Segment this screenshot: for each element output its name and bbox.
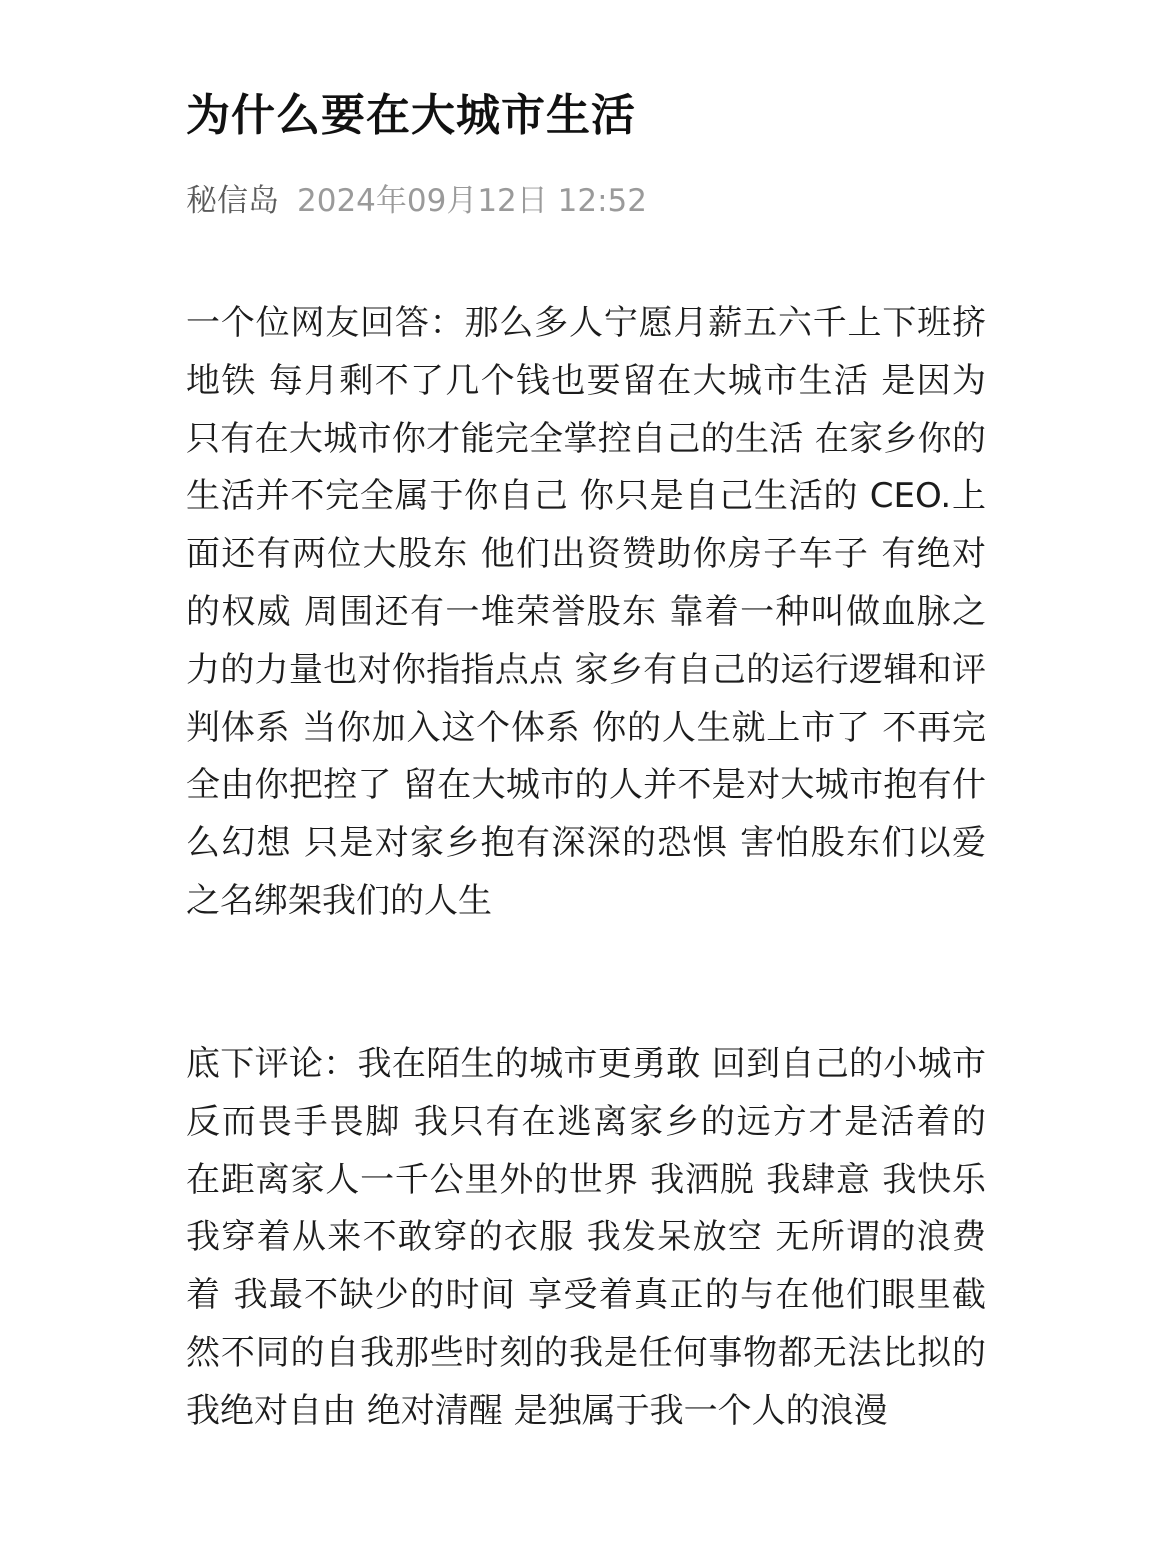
article-meta — [186, 178, 647, 224]
author-name[interactable]: 秘信岛 — [186, 183, 279, 219]
comment-paragraph: 底下评论：我在陌生的城市更勇敢 回到自己的小城市反而畏手畏脚 我只有在逃离家乡的远方才是活着的 在距离家人一千公里外的世界 我洒脱 我肆意 我快乐 我穿着从来不敢穿的衣服 我发呆放空 无所谓的浪费着 我最不缺少的时间 享受着真正的与在他们眼里截然不同的自我那些时刻的我是任何事物都无法比拟的我绝对自由 绝对清醒 是独属于我一个人的浪漫 — [186, 1044, 986, 1431]
article-title: 为什么要在大城市生活 — [186, 90, 636, 141]
answer-paragraph: 一个位网友回答：那么多人宁愿月薪五六千上下班挤地铁 每月剩不了几个钱也要留在大城市生活 是因为只有在大城市你才能完全掌控自己的生活 在家乡你的生活并不完全属于你自己 你只是自己生活的 CEO.上面还有两位大股东 他们出资赞助你房子车子 有绝对的权威 周围还有一堆荣誉股东 靠着一种叫做血脉之力的力量也对你指指点点 家乡有自己的运行逻辑和评判体系 当你加入这个体系 你的人生就上市了 不再完全由你把控了 留在大城市的人并不是对大城市抱有什么幻想 只是对家乡抱有深深的恐惧 害怕股东们以爱之名绑架我们的人生 — [186, 303, 986, 921]
publish-date: 2024年09月12日 12:52 — [297, 183, 647, 219]
